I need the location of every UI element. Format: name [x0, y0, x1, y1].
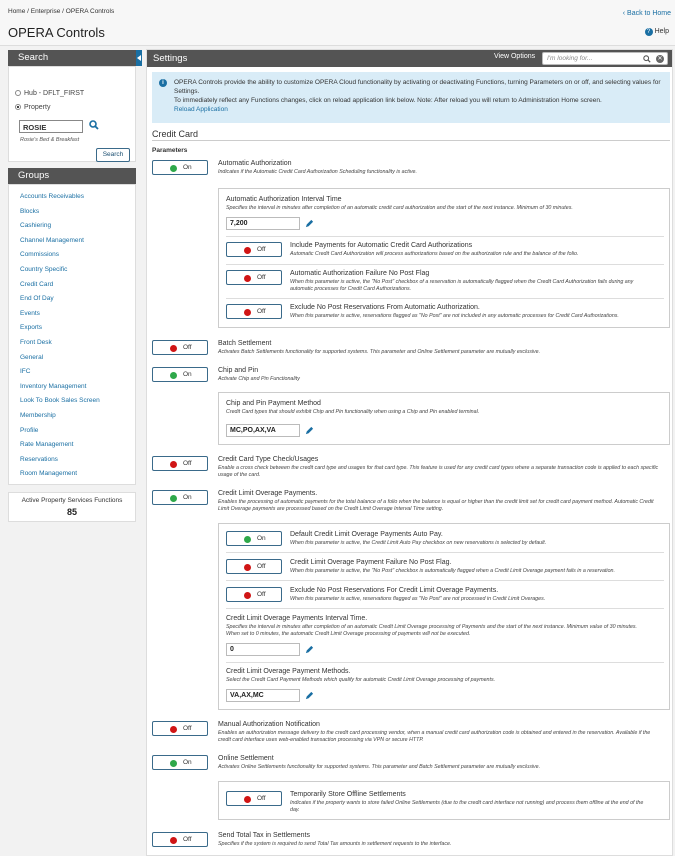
divider	[226, 580, 664, 581]
toggle-label: On	[183, 371, 192, 378]
param-description: automatic processes for Credit Card Authorizations.	[290, 286, 412, 292]
divider	[226, 298, 664, 299]
toggle-label: Off	[257, 274, 266, 281]
group-item-front-desk[interactable]: Front Desk	[20, 338, 52, 346]
group-item-credit-card[interactable]: Credit Card	[20, 280, 54, 288]
param-description: Enables the processing of automatic payments for the total balance of a folio when the balance is equal or higher than the credit limit set for credit card payment method. Automatic Credit	[218, 499, 654, 505]
param-title: Include Payments for Automatic Credit Card Authorizations	[290, 242, 473, 249]
property-description: Rosie's Bed & Breakfast	[20, 137, 80, 143]
toggle-label: On	[257, 535, 266, 542]
info-icon: i	[159, 79, 167, 87]
toggle-label: On	[183, 164, 192, 171]
param-description: Enables an authorization message delivery to the credit card processing vendor, when a manual credit card authorization code is obtained and entered in the reservation. Available if the	[218, 730, 651, 736]
group-item-ifc[interactable]: IFC	[20, 368, 31, 376]
toggle-online-settlement[interactable]	[152, 755, 208, 770]
status-dot-off-icon	[244, 309, 251, 316]
toggle-label: Off	[257, 563, 266, 570]
param-description: When this parameter is active, the Credit Limit Auto Pay checkbox on new reservations is selected by default.	[290, 540, 547, 546]
group-item-blocks[interactable]: Blocks	[20, 207, 40, 215]
group-item-accounts-receivables[interactable]: Accounts Receivables	[20, 193, 84, 200]
divider	[226, 662, 664, 663]
param-title: Exclude No Post Reservations From Automatic Authorization.	[290, 304, 480, 311]
param-description: When this parameter is active, reservations flagged as "No Post" are not included in any automatic processes for Credit Card Authorizations.	[290, 313, 619, 319]
param-description: When this parameter is active, the "No Post" checkbox is automatically flagged when a Credit Limit Overage payment fails in a reservation.	[290, 568, 615, 574]
toggle-store-offline-settlements[interactable]	[226, 791, 282, 806]
divider	[226, 264, 664, 265]
toggle-exclude-no-post[interactable]	[226, 304, 282, 319]
group-item-cashiering[interactable]: Cashiering	[20, 222, 52, 230]
group-item-rate-management[interactable]: Rate Management	[20, 441, 74, 449]
param-description: Activates Online Settlements functionality for supported systems. This parameter and Batch Settlement parameter are mutually exclusive.	[218, 764, 541, 770]
settings-header	[147, 50, 672, 67]
status-dot-on-icon	[170, 372, 177, 379]
back-to-home-label: Back to Home	[627, 10, 671, 17]
group-item-look-to-book[interactable]: Look To Book Sales Screen	[20, 397, 100, 405]
group-item-inventory-management[interactable]: Inventory Management	[20, 382, 87, 390]
toggle-overage-exclude-no-post[interactable]	[226, 587, 282, 602]
hub-radio-label: Hub - DFLT_FIRST	[24, 90, 85, 97]
edit-pencil-icon[interactable]	[305, 219, 314, 228]
search-panel	[8, 66, 136, 162]
param-description: Activates Batch Settlements functionality for supported systems. This parameter and Online Settlement parameter are mutually exclusive.	[218, 349, 541, 355]
param-title: Default Credit Limit Overage Payments Auto Pay.	[290, 531, 443, 538]
section-title: Credit Card	[152, 129, 199, 139]
toggle-label: Off	[257, 308, 266, 315]
param-title: Chip and Pin	[218, 367, 259, 374]
status-dot-on-icon	[170, 165, 177, 172]
search-heading: Search	[8, 50, 136, 66]
status-dot-off-icon	[244, 247, 251, 254]
overage-interval-value[interactable]: 0	[226, 643, 300, 656]
toggle-automatic-authorization[interactable]	[152, 160, 208, 175]
breadcrumb[interactable]: Home / Enterprise / OPERA Controls	[8, 8, 115, 15]
group-item-end-of-day[interactable]: End Of Day	[20, 295, 54, 303]
status-dot-off-icon	[170, 345, 177, 352]
help-label: Help	[654, 28, 669, 35]
toggle-batch-settlement[interactable]	[152, 340, 208, 355]
active-services-count: 85	[66, 506, 77, 517]
edit-pencil-icon[interactable]	[305, 645, 314, 654]
toggle-overage-failure-no-post[interactable]	[226, 559, 282, 574]
top-bar	[0, 0, 675, 46]
groups-panel	[8, 168, 136, 485]
setting-title: Chip and Pin Payment Method	[226, 400, 321, 407]
group-item-channel-management[interactable]: Channel Management	[20, 236, 84, 244]
divider	[226, 608, 664, 609]
param-title: Manual Authorization Notification	[218, 721, 320, 728]
toggle-credit-limit-overage[interactable]	[152, 490, 208, 505]
param-title: Credit Limit Overage Payment Failure No Post Flag.	[290, 559, 452, 566]
param-title: Send Total Tax in Settlements	[218, 832, 310, 839]
property-input[interactable]: ROSIE	[19, 120, 83, 133]
param-description: When this parameter is active, the "No Post" checkbox of a reservation is automatically flagged when the Credit Card Authorization fails during any	[290, 279, 634, 285]
param-description: Activate Chip and Pin Functionality	[218, 376, 300, 382]
param-title: Credit Limit Overage Payments.	[218, 490, 318, 497]
status-dot-off-icon	[244, 564, 251, 571]
toggle-label: Off	[183, 725, 192, 732]
toggle-overage-auto-pay[interactable]	[226, 531, 282, 546]
setting-title: Credit Limit Overage Payments Interval Time.	[226, 615, 368, 622]
param-description: Indicates if the property wants to store failed Online Settlements (due to the credit card interface not running) and process them offline at the end of the	[290, 800, 644, 806]
toggle-label: Off	[257, 246, 266, 253]
param-description: day.	[290, 807, 300, 813]
group-item-membership[interactable]: Membership	[20, 411, 56, 419]
status-dot-off-icon	[170, 837, 177, 844]
group-item-room-management[interactable]: Room Management	[20, 470, 78, 478]
setting-title: Credit Limit Overage Payment Methods.	[226, 668, 351, 675]
search-icon[interactable]	[643, 55, 651, 63]
divider	[226, 552, 664, 553]
info-text-2: To immediately reflect any Functions changes, click on reload application link below. Note: After reload you will return to Administration Home screen.	[174, 97, 602, 104]
param-title: Automatic Authorization	[218, 160, 292, 167]
collapse-panel-button[interactable]	[136, 50, 142, 66]
status-dot-off-icon	[170, 726, 177, 733]
section-divider	[152, 140, 670, 141]
groups-list	[8, 184, 136, 485]
param-title: Temporarily Store Offline Settlements	[290, 791, 406, 798]
group-item-exports[interactable]: Exports	[20, 324, 43, 332]
status-dot-off-icon	[244, 796, 251, 803]
param-title: Credit Card Type Check/Usages	[218, 456, 319, 463]
setting-description: Credit Card types that should exhibit Chip and Pin functionality when using a Chip and Pin enabled terminal.	[226, 409, 480, 415]
chevron-left-icon: ‹	[622, 10, 628, 17]
edit-pencil-icon[interactable]	[305, 691, 314, 700]
active-services-label: Active Property Services Functions	[21, 496, 123, 504]
param-title: Batch Settlement	[218, 340, 272, 347]
group-item-commissions[interactable]: Commissions	[20, 251, 60, 259]
auto-auth-interval-value[interactable]: 7,200	[226, 217, 300, 230]
overage-methods-value[interactable]: VA,AX,MC	[226, 689, 300, 702]
toggle-include-payments[interactable]	[226, 242, 282, 257]
group-item-events[interactable]: Events	[20, 309, 40, 317]
status-dot-on-icon	[170, 495, 177, 502]
param-title: Automatic Authorization Failure No Post Flag	[290, 270, 430, 277]
group-item-general[interactable]: General	[20, 353, 44, 361]
parameters-label: Parameters	[152, 147, 188, 154]
search-button[interactable]: Search	[96, 148, 130, 162]
param-description: Specifies if the system is required to send Total Tax amounts in settlement requests to the interface.	[218, 841, 452, 847]
setting-description: Specifies the interval in minutes after completion of an automatic credit card authorization and the start of the next instance. Minimum of 30 minutes.	[226, 205, 573, 211]
settings-search-input[interactable]	[542, 52, 668, 65]
toggle-auth-failure-no-post[interactable]	[226, 270, 282, 285]
active-services-panel	[8, 492, 136, 522]
param-description: credit card interface uses web-enabled transaction processing via VPN or secure HTTP.	[218, 737, 424, 743]
settings-heading: Settings	[153, 53, 188, 64]
left-panel	[8, 50, 136, 522]
info-banner	[152, 72, 670, 123]
info-text-1: OPERA Controls provide the ability to customize OPERA Cloud functionality by activating or deactivating Functions, turning Parameters on or off, and selecting values for Settings.	[174, 79, 661, 95]
radio-unselected-icon	[15, 90, 21, 96]
status-dot-off-icon	[244, 275, 251, 282]
group-item-country-specific[interactable]: Country Specific	[20, 265, 68, 273]
toggle-send-total-tax[interactable]	[152, 832, 208, 847]
toggle-label: Off	[183, 460, 192, 467]
toggle-label: Off	[183, 344, 192, 351]
reload-application-link[interactable]: Reload Application	[174, 106, 228, 113]
param-description: When this parameter is active, reservations flagged as "No Post" are not processed in Credit Limit Overages.	[290, 596, 546, 602]
toggle-cc-type-check[interactable]	[152, 456, 208, 471]
status-dot-on-icon	[170, 760, 177, 767]
toggle-label: Off	[183, 836, 192, 843]
search-icon[interactable]	[89, 120, 99, 130]
setting-title: Automatic Authorization Interval Time	[226, 196, 342, 203]
setting-description: Specifies the interval in minutes after completion of an automatic Credit Limit Overage processing of Payments and the start of the next instance. Minimum value of 30 minutes.	[226, 624, 638, 630]
param-description: Limit Overage payments are processed based on the Credit Limit Overage Interval Time setting.	[218, 506, 444, 512]
toggle-manual-auth-notification[interactable]	[152, 721, 208, 736]
param-title: Exclude No Post Reservations For Credit Limit Overage Payments.	[290, 587, 499, 594]
group-item-profile[interactable]: Profile	[20, 426, 39, 434]
setting-description: When set to 0 minutes, the automatic Credit Limit Overage processing of payments will not be executed.	[226, 631, 471, 637]
toggle-chip-and-pin[interactable]	[152, 367, 208, 382]
settings-panel	[146, 49, 673, 856]
param-description: usage of the card.	[218, 472, 261, 478]
back-to-home-link[interactable]	[623, 10, 671, 17]
help-link[interactable]	[645, 28, 669, 36]
view-options-button[interactable]: View Options	[494, 53, 536, 60]
status-dot-off-icon	[170, 461, 177, 468]
setting-description: Select the Credit Card Payment Methods which qualify for automatic Credit Limit Overage processing of payments.	[226, 677, 496, 683]
help-icon: ?	[645, 28, 653, 36]
groups-heading: Groups	[8, 168, 136, 184]
clear-icon[interactable]: ✕	[657, 56, 663, 62]
edit-pencil-icon[interactable]	[305, 426, 314, 435]
toggle-label: Off	[257, 591, 266, 598]
status-dot-off-icon	[244, 592, 251, 599]
hub-radio[interactable]	[15, 90, 84, 97]
property-radio[interactable]	[15, 104, 50, 111]
toggle-label: On	[183, 494, 192, 501]
status-dot-on-icon	[244, 536, 251, 543]
param-description: Enable a cross check between the credit card type and usages for that card type. This feature is used for any credit card types where a separate transaction code is applied to each specific	[218, 465, 659, 471]
param-description: Indicates if the Automatic Credit Card Authorization Scheduling functionality is active.	[218, 169, 417, 175]
settings-search-placeholder: I'm looking for...	[547, 55, 593, 62]
param-title: Online Settlement	[218, 755, 274, 762]
divider	[226, 236, 664, 237]
toggle-label: On	[183, 759, 192, 766]
chip-method-value[interactable]: MC,PO,AX,VA	[226, 424, 300, 437]
radio-selected-icon	[15, 104, 21, 110]
toggle-label: Off	[257, 795, 266, 802]
group-item-reservations[interactable]: Reservations	[20, 455, 58, 463]
page-title: OPERA Controls	[8, 25, 105, 40]
property-radio-label: Property	[24, 104, 51, 111]
param-description: Automatic Credit Card Authorization will process authorizations based on the authorization rule and the balance of the folio.	[290, 251, 579, 257]
